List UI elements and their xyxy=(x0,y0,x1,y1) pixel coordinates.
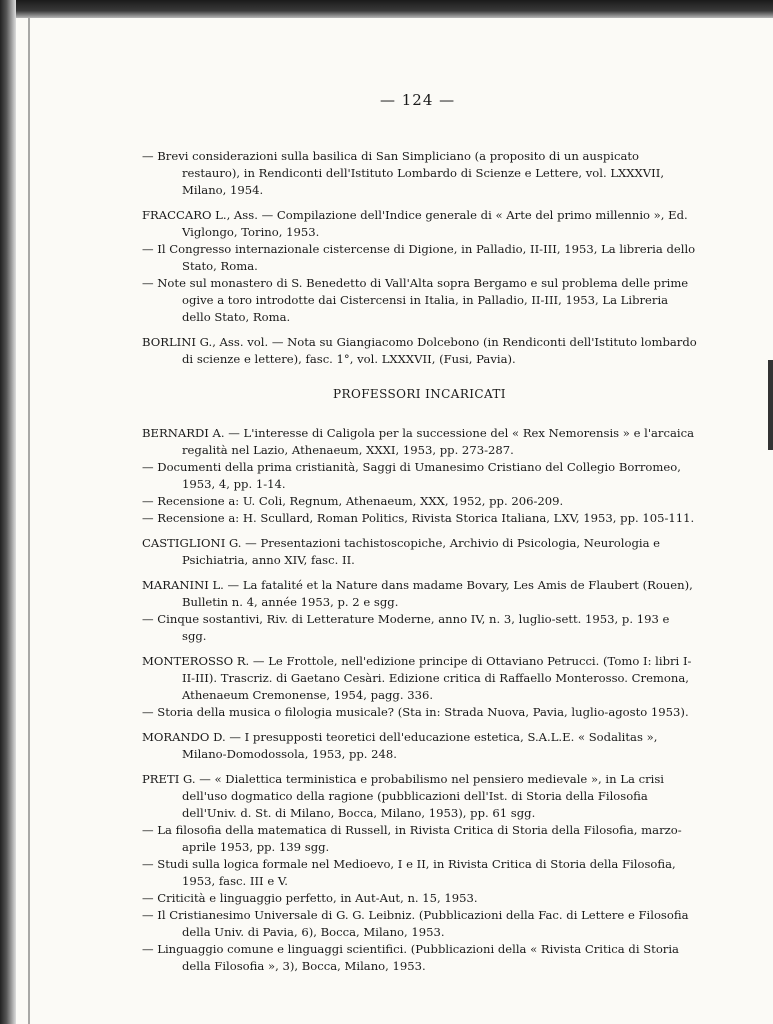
entry-brevi-considerazioni: — Brevi considerazioni sulla basilica di San Simpliciano (a proposito di un auspicato restauro), in Rendiconti dell'Istituto Lombardo di Scienze e Lettere, vol. LXXXVII, Milano, 1954. xyxy=(142,149,665,197)
entry-criticita: — Criticità e linguaggio perfetto, in Aut-Aut, n. 15, 1953. xyxy=(142,891,478,905)
entry-studi-logica: — Studi sulla logica formale nel Medioevo, I e II, in Rivista Critica di Storia della Filosofia, 1953, fasc. III e V. xyxy=(142,857,676,888)
scan-binding-line xyxy=(28,18,30,1024)
entry-documenti-cristianita: — Documenti della prima cristianità, Saggi di Umanesimo Cristiano del Collegio Borromeo, 1953, 4, pp. 1-14. xyxy=(142,460,681,491)
entry-linguaggio-comune: — Linguaggio comune e linguaggi scientifici. (Pubblicazioni della « Rivista Critica di Storia della Filosofia », 3), Bocca, Milano, 1953. xyxy=(142,942,679,973)
scan-top-edge xyxy=(0,0,773,18)
section-heading: PROFESSORI INCARICATI xyxy=(333,387,506,401)
entry-note-monastero: — Note sul monastero di S. Benedetto di Vall'Alta sopra Bergamo e sul problema delle prime ogive a toro introdotte dai Cistercensi in Italia, in Palladio, II-III, 1953, La Libreria dello Stato, Roma. xyxy=(142,276,689,324)
entry-castiglioni: CASTIGLIONI G. — Presentazioni tachistoscopiche, Archivio di Psicologia, Neurologia e Psichiatria, anno XIV, fasc. II. xyxy=(142,536,661,567)
entry-recensione-coli: — Recensione a: U. Coli, Regnum, Athenaeum, XXX, 1952, pp. 206-209. xyxy=(142,494,564,508)
entry-fraccaro: FRACCARO L., Ass. — Compilazione dell'Indice generale di « Arte del primo millennio », Ed. Viglongo, Torino, 1953. xyxy=(142,208,688,239)
entry-monterosso: MONTEROSSO R. — Le Frottole, nell'edizione principe di Ottaviano Petrucci. (Tomo I: libri I-II-III). Trascriz. di Gaetano Cesàri. Edizione critica di Raffaello Monterosso. Cremona, Athenaeum Cremonense, 1954, pagg. 336. xyxy=(142,654,692,702)
entry-congresso-cistercense: — Il Congresso internazionale cistercense di Digione, in Palladio, II-III, 1953, La libreria dello Stato, Roma. xyxy=(142,242,696,273)
entry-recensione-scullard: — Recensione a: H. Scullard, Roman Politics, Rivista Storica Italiana, LXV, 1953, pp. 105-111. xyxy=(142,511,695,525)
entry-cinque-sostantivi: — Cinque sostantivi, Riv. di Letterature Moderne, anno IV, n. 3, luglio-sett. 1953, p. 193 e sgg. xyxy=(142,612,670,643)
entry-morando: MORANDO D. — I presupposti teoretici dell'educazione estetica, S.A.L.E. « Sodalitas », Milano-Domodossola, 1953, pp. 248. xyxy=(142,730,658,761)
entry-filosofia-russell: — La filosofia della matematica di Russell, in Rivista Critica di Storia della Filosofia, marzo-aprile 1953, pp. 139 sgg. xyxy=(142,823,682,854)
entry-maranini: MARANINI L. — La fatalité et la Nature dans madame Bovary, Les Amis de Flaubert (Rouen), Bulletin n. 4, année 1953, p. 2 e sgg. xyxy=(142,578,693,609)
page-number: — 124 — xyxy=(380,91,456,109)
scan-right-mark xyxy=(768,360,773,450)
scan-left-edge xyxy=(0,0,16,1024)
entry-preti: PRETI G. — « Dialettica terministica e probabilismo nel pensiero medievale », in La crisi dell'uso dogmatico della ragione (pubblicazioni dell'Ist. di Storia della Filosofia dell'Univ. d. St. di Milano, Bocca, Milano, 1953), pp. 61 sgg. xyxy=(142,772,664,820)
entry-bernardi: BERNARDI A. — L'interesse di Caligola per la successione del « Rex Nemorensis » e l'arcaica regalità nel Lazio, Athenaeum, XXXI, 1953, pp. 273-287. xyxy=(142,426,694,457)
entry-borlini: BORLINI G., Ass. vol. — Nota su Giangiacomo Dolcebono (in Rendiconti dell'Istituto lombardo di scienze e lettere), fasc. 1°, vol. LXXXVII, (Fusi, Pavia). xyxy=(142,335,697,366)
bibliography-list xyxy=(142,148,697,975)
entry-storia-musica: — Storia della musica o filologia musicale? (Sta in: Strada Nuova, Pavia, luglio-agosto 1953). xyxy=(142,705,689,719)
entry-cristianesimo-leibniz: — Il Cristianesimo Universale di G. G. Leibniz. (Pubblicazioni della Fac. di Lettere e Filosofia della Univ. di Pavia, 6), Bocca, Milano, 1953. xyxy=(142,908,689,939)
